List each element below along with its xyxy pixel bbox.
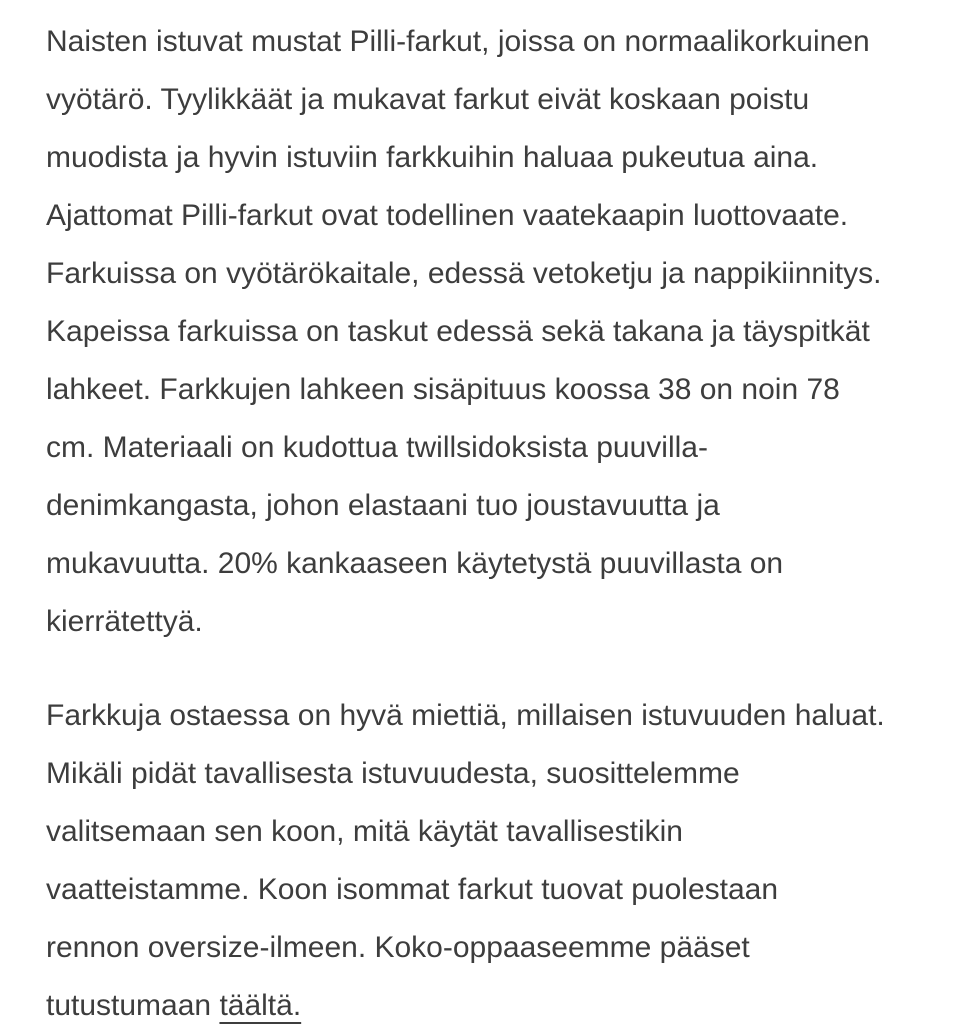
text-line: valitsemaan sen koon, mitä käytät tavallisestikin <box>46 815 683 848</box>
text-line: vaatteistamme. Koon isommat farkut tuovat puolestaan <box>46 873 779 906</box>
text-line-prefix: tutustumaan <box>46 989 220 1022</box>
text-line: Kapeissa farkuissa on taskut edessä sekä takana ja täyspitkät <box>46 315 870 348</box>
text-line: Farkkuja ostaessa on hyvä miettiä, millaisen istuvuuden haluat. <box>46 699 885 732</box>
text-line: muodista ja hyvin istuviin farkkuihin haluaa pukeutua aina. <box>46 141 819 174</box>
text-line: mukavuutta. 20% kankaaseen käytetystä puuvillasta on <box>46 547 784 580</box>
text-line: kierrätettyä. <box>46 605 203 638</box>
text-line: rennon oversize-ilmeen. Koko-oppaaseemme pääset <box>46 931 750 964</box>
text-line: lahkeet. Farkkujen lahkeen sisäpituus koossa 38 on noin 78 <box>46 373 840 406</box>
size-guide-link[interactable]: täältä. <box>219 989 302 1022</box>
text-line: Farkuissa on vyötärökaitale, edessä vetoketju ja nappikiinnitys. <box>46 257 882 290</box>
text-line <box>46 977 301 1035</box>
text-line: Mikäli pidät tavallisesta istuvuudesta, suosittelemme <box>46 757 740 790</box>
text-line: Naisten istuvat mustat Pilli-farkut, joissa on normaalikorkuinen <box>46 25 870 58</box>
text-line: denimkangasta, johon elastaani tuo joustavuutta ja <box>46 489 720 522</box>
text-line: vyötärö. Tyylikkäät ja mukavat farkut eivät koskaan poistu <box>46 83 810 116</box>
text-line: Ajattomat Pilli-farkut ovat todellinen vaatekaapin luottovaate. <box>46 199 849 232</box>
text-line: cm. Materiaali on kudottua twillsidoksista puuvilla- <box>46 431 708 464</box>
